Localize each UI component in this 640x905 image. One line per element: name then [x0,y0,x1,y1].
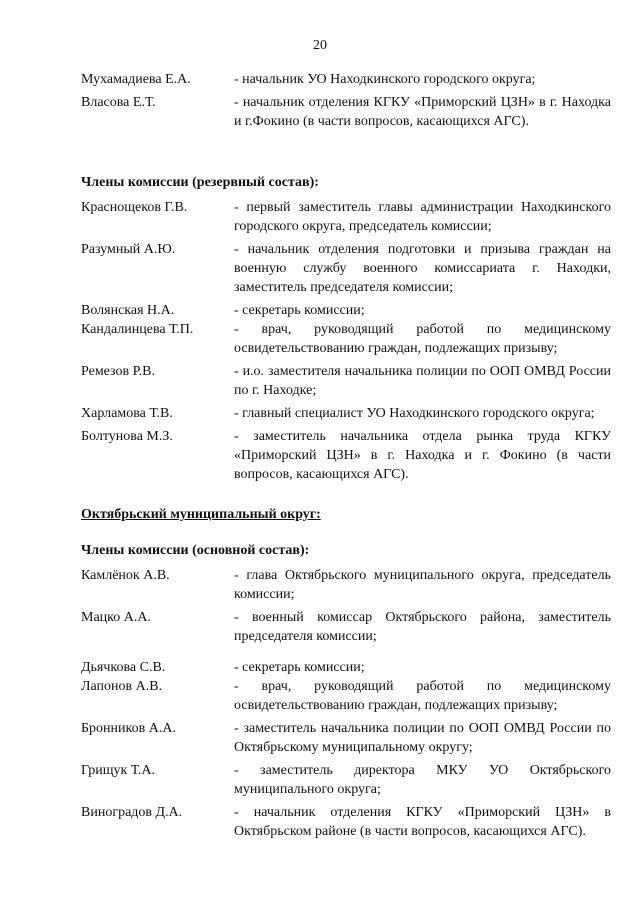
member-row [81,658,611,677]
member-role: - и.о. заместителя начальника полиции по ООП ОМВД России по г. Находке; [234,364,611,398]
member-name: Разумный А.Ю. [81,242,176,257]
top-members-list [81,70,611,131]
member-row [81,362,611,400]
member-role: - секретарь комиссии; [234,303,365,318]
member-role: - заместитель начальника полиции по ООП ОМВД России по Октябрьскому муниципальному округу; [234,721,611,755]
member-name: Власова Е.Т. [81,95,156,110]
member-name: Кандалинцева Т.П. [81,322,194,337]
member-role: - секретарь комиссии; [234,660,365,675]
member-role: - глава Октябрьского муниципального округа, председатель комиссии; [234,568,611,602]
page-number: 20 [313,38,327,53]
member-role: - заместитель директора МКУ УО Октябрьского муниципального округа; [234,763,611,797]
member-row [81,427,611,484]
member-name: Бронников А.А. [81,721,176,736]
member-row [81,803,611,841]
member-name: Мацко А.А. [81,610,151,625]
member-role: - врач, руководящий работой по медицинскому освидетельствованию граждан, подлежащих призыву; [234,322,611,356]
member-name: Камлёнок А.В. [81,568,170,583]
member-row [81,566,611,604]
member-role: - первый заместитель главы администрации Находкинского городского округа, председатель комиссии; [234,200,611,234]
member-row [81,240,611,297]
member-row [81,198,611,236]
member-role: - начальник отделения КГКУ «Приморский ЦЗН» в г. Находка и г.Фокино (в части вопросов, касающихся АГС). [234,95,611,129]
member-name: Ремезов Р.В. [81,364,155,379]
member-row [81,93,611,131]
member-row [81,301,611,320]
member-name: Волянская Н.А. [81,303,175,318]
reserve-members-list [81,198,611,484]
member-name: Дьячкова С.В. [81,660,166,675]
member-role: - военный комиссар Октябрьского района, заместитель председателя комиссии; [234,610,611,644]
member-name: Краснощеков Г.В. [81,200,188,215]
main-members-heading: Члены комиссии (основной состав): [81,543,310,558]
member-name: Лапонов А.В. [81,679,163,694]
oktyabrsky-members-list [81,566,611,841]
reserve-heading: Члены комиссии (резервный состав): [81,175,319,190]
member-role: - главный специалист УО Находкинского городского округа; [234,406,595,421]
member-role: - заместитель начальника отдела рынка труда КГКУ «Приморский ЦЗН» в г. Находка и г. Фокино (в части вопросов, касающихся АГС). [234,429,611,482]
member-role: - начальник отделения подготовки и призыва граждан на военную службу военного комиссариата г. Находки, заместитель председателя комиссии; [234,242,611,295]
member-role: - врач, руководящий работой по медицинскому освидетельствованию граждан, подлежащих призыву; [234,679,611,713]
member-row [81,608,611,646]
member-name: Мухамадиева Е.А. [81,72,191,87]
member-row [81,70,611,89]
member-name: Харламова Т.В. [81,406,173,421]
member-row [81,404,611,423]
member-name: Виноградов Д.А. [81,805,183,820]
member-row [81,320,611,358]
member-name: Болтунова М.З. [81,429,173,444]
member-row [81,761,611,799]
member-name: Грищук Т.А. [81,763,156,778]
member-role: - начальник УО Находкинского городского округа; [234,72,536,87]
member-row [81,719,611,757]
member-role: - начальник отделения КГКУ «Приморский ЦЗН» в Октябрьском районе (в части вопросов, касающихся АГС). [234,805,611,839]
district-heading: Октябрьский муниципальный округ: [81,507,321,522]
member-row [81,677,611,715]
